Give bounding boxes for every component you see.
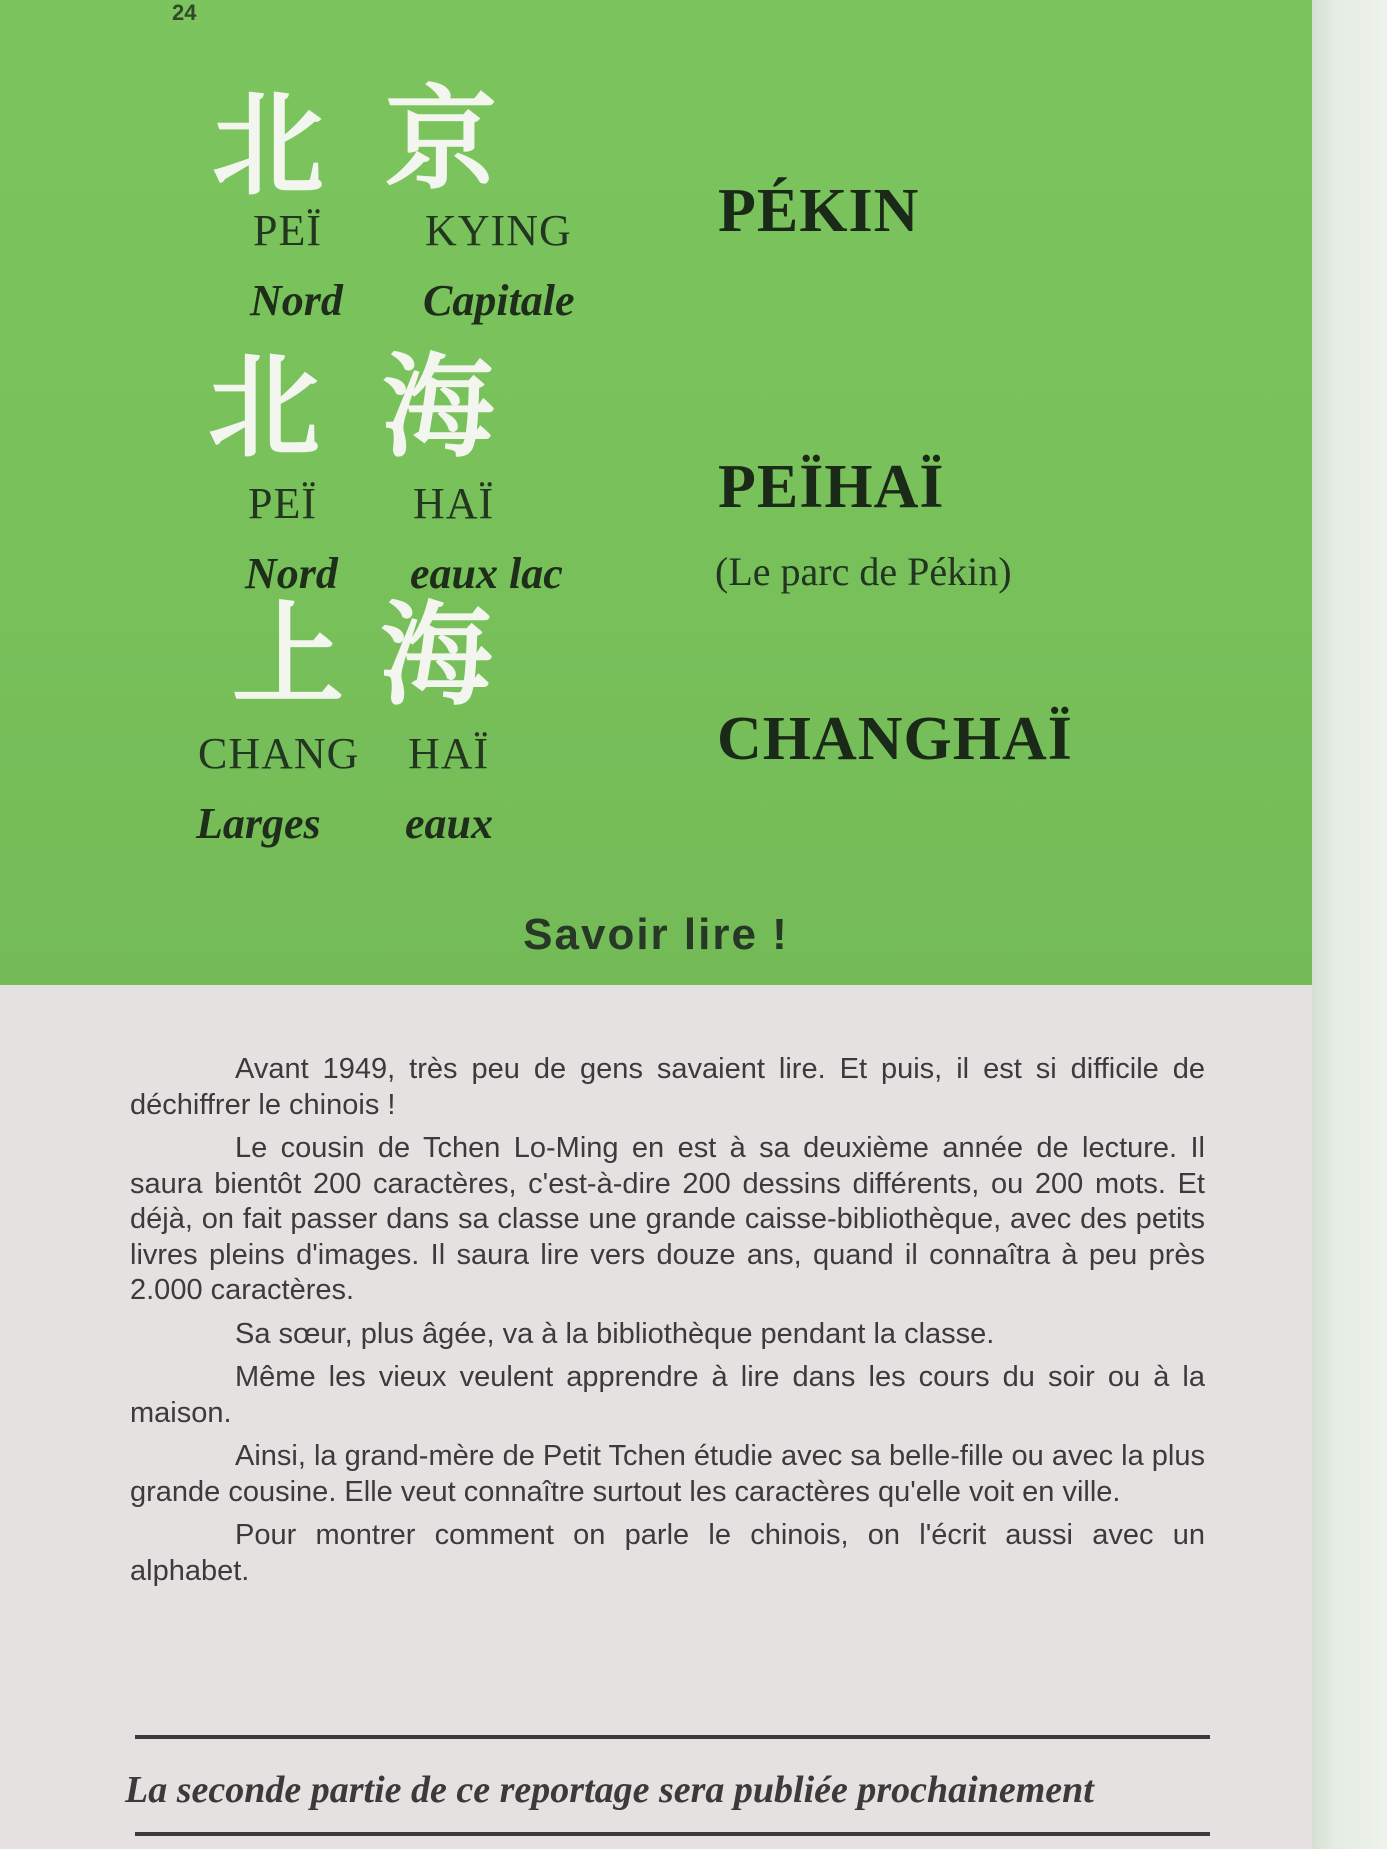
romanization-kying: KYING <box>425 206 572 255</box>
paragraph: Avant 1949, très peu de gens savaient lire. Et puis, il est si difficile de déchiffrer le chinois ! <box>130 1053 1205 1121</box>
glyph-shang: 上 <box>232 591 344 721</box>
meaning-capitale: Capitale <box>423 276 575 325</box>
paragraph: Le cousin de Tchen Lo-Ming en est à sa deuxième année de lecture. Il saura bientôt 200 caractères, c'est-à-dire 200 dessins différents, ou 200 mots. Et déjà, on fait passer dans sa classe une grande caisse-bibliothèque, avec des petits livres pleins d'images. Il saura lire vers douze ans, quand il connaîtra à peu près 2.000 caractères. <box>130 1132 1205 1306</box>
glyph-hai-1: 海 <box>382 343 494 473</box>
romanization-hai-2: HAÏ <box>408 729 490 778</box>
glyph-jing: 京 <box>385 75 497 205</box>
city-note-parc: (Le parc de Pékin) <box>715 549 1012 594</box>
paragraph: Sa sœur, plus âgée, va à la bibliothèque pendant la classe. <box>235 1317 995 1350</box>
romanization-chang: CHANG <box>198 729 360 778</box>
meaning-eaux-lac: eaux lac <box>410 549 563 598</box>
glyph-hai-2: 海 <box>380 591 492 721</box>
meaning-larges: Larges <box>196 799 321 848</box>
glyph-bei-2: 北 <box>208 343 320 473</box>
paragraph: Ainsi, la grand-mère de Petit Tchen étudie avec sa belle-fille ou avec la plus grande cousine. Elle veut connaître surtout les caractères qu'elle voit en ville. <box>130 1440 1205 1508</box>
city-peihai: PEÏHAÏ <box>718 453 945 521</box>
divider-top <box>135 1735 1210 1739</box>
adjacent-page-edge <box>1300 0 1387 1849</box>
divider-bottom <box>135 1832 1210 1836</box>
city-changhai: CHANGHAÏ <box>717 705 1073 773</box>
city-pekin: PÉKIN <box>718 177 920 245</box>
footer-note: La seconde partie de ce reportage sera publiée prochainement <box>125 1769 1094 1811</box>
article-body <box>130 1052 1205 1597</box>
romanization-pei-2: PEÏ <box>248 479 317 528</box>
meaning-nord-1: Nord <box>250 276 343 325</box>
romanization-pei-1: PEÏ <box>253 206 322 255</box>
page-number: 24 <box>172 0 197 25</box>
paragraph: Pour montrer comment on parle le chinois, on l'écrit aussi avec un alphabet. <box>130 1519 1205 1587</box>
meaning-eaux: eaux <box>405 799 493 848</box>
paragraph: Même les vieux veulent apprendre à lire dans les cours du soir ou à la maison. <box>130 1361 1205 1429</box>
section-title: Savoir lire ! <box>523 910 789 959</box>
meaning-nord-2: Nord <box>245 549 338 598</box>
romanization-hai-1: HAÏ <box>413 479 495 528</box>
glyph-bei-1: 北 <box>212 81 324 211</box>
